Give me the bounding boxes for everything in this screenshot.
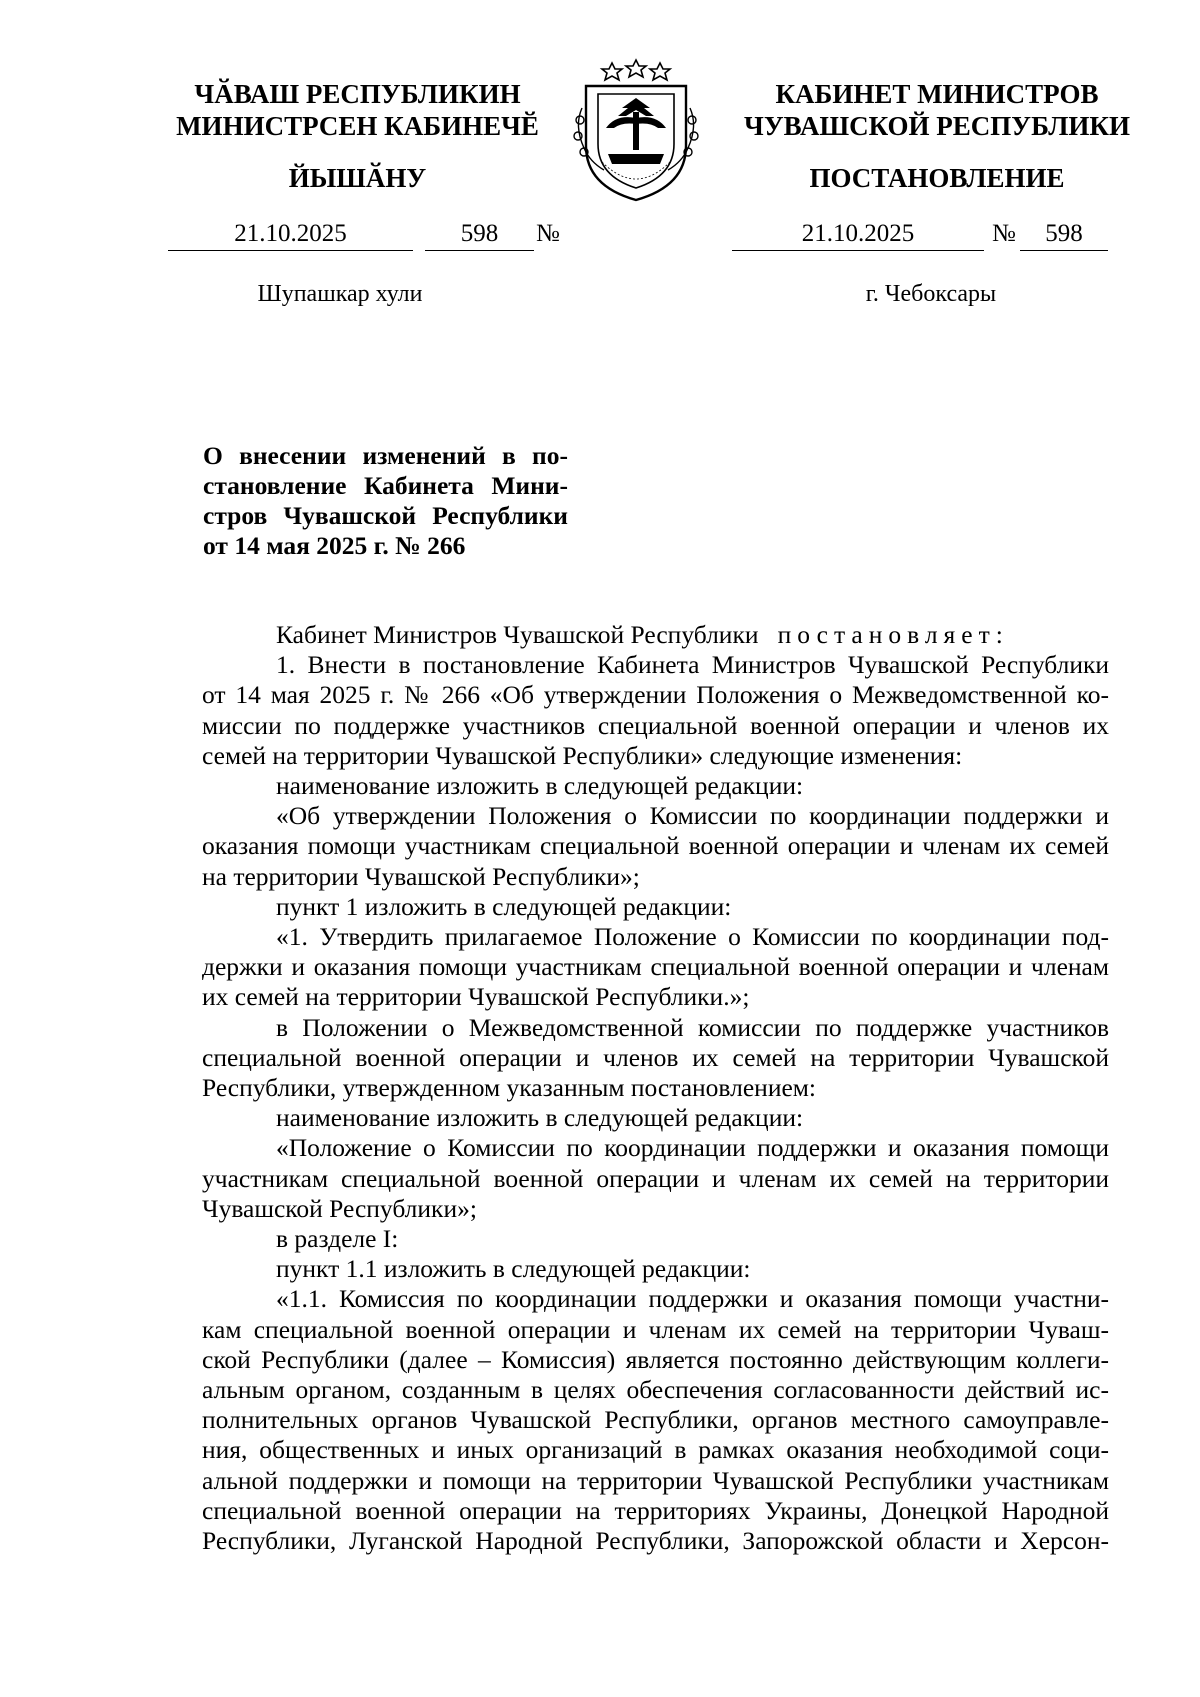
- left-org-line1: ЧӐВАШ РЕСПУБЛИКИН: [194, 79, 521, 109]
- intro-verb: постановляет:: [777, 620, 1009, 649]
- body-line: Чувашской Республики»;: [202, 1193, 477, 1223]
- subject-line: стров Чувашской Республики: [203, 501, 568, 530]
- body-line: «1. Утвердить прилагаемое Положение о Комиссии по координации под-: [276, 922, 1109, 952]
- right-number-sign: №: [992, 220, 1016, 247]
- body-line: ской Республики (далее – Комиссия) является постоянно действующим коллеги-: [202, 1344, 1109, 1374]
- right-org-name: [727, 78, 1147, 142]
- body-line: кам специальной военной операции и членам их семей на территории Чуваш-: [202, 1314, 1109, 1344]
- body-line: наименование изложить в следующей редакции:: [276, 771, 804, 801]
- left-org-name: [160, 78, 555, 142]
- document-subject: [203, 441, 568, 561]
- body-intro: [202, 620, 1109, 650]
- body-line: «Положение о Комиссии по координации поддержки и оказания помощи: [276, 1133, 1109, 1163]
- body-line: участникам специальной военной операции и членам их семей на территории: [202, 1163, 1109, 1193]
- body-line: миссии по поддержке участников специальной военной операции и членов их: [202, 710, 1109, 740]
- body-line: специальной военной операции и членов их семей на территории Чувашской: [202, 1042, 1109, 1072]
- body-line: полнительных органов Чувашской Республики, органов местного самоуправле-: [202, 1405, 1109, 1435]
- body-line: «1.1. Комиссия по координации поддержки и оказания помощи участни-: [276, 1284, 1109, 1314]
- body-line: «Об утверждении Положения о Комиссии по координации поддержки и: [276, 801, 1109, 831]
- right-org-line1: КАБИНЕТ МИНИСТРОВ: [775, 79, 1099, 109]
- subject-line: О внесении изменений в по-: [203, 441, 568, 470]
- subject-line: от 14 мая 2025 г. № 266: [203, 531, 466, 560]
- body-line: оказания помощи участникам специальной военной операции и членам их семей: [202, 831, 1109, 861]
- body-line: семей на территории Чувашской Республики» следующие изменения:: [202, 740, 963, 770]
- right-doc-type: ПОСТАНОВЛЕНИЕ: [809, 163, 1065, 193]
- body-line: в разделе I:: [276, 1224, 399, 1254]
- document-body: [202, 620, 1109, 1556]
- chuvash-coat-of-arms-icon: [562, 58, 710, 204]
- body-line: пункт 1 изложить в следующей редакции:: [276, 891, 732, 921]
- body-line: 1. Внести в постановление Кабинета Министров Чувашской Республики: [276, 650, 1109, 680]
- body-line: от 14 мая 2025 г. № 266 «Об утверждении Положения о Межведомственной ко-: [202, 680, 1109, 710]
- body-line: их семей на территории Чувашской Республики.»;: [202, 982, 750, 1012]
- body-line: альной поддержки и помощи на территории Чувашской Республики участникам: [202, 1465, 1109, 1495]
- left-number-sign: №: [536, 220, 560, 247]
- left-date-field: 21.10.2025: [168, 220, 413, 251]
- body-line: на территории Чувашской Республики»;: [202, 861, 640, 891]
- body-line: пункт 1.1 изложить в следующей редакции:: [276, 1254, 751, 1284]
- body-line: альным органом, созданным в целях обеспечения согласованности действий ис-: [202, 1375, 1109, 1405]
- left-place: Шупашкар хули: [257, 281, 423, 307]
- right-place: г. Чебоксары: [865, 281, 997, 307]
- body-line: в Положении о Межведомственной комиссии по поддержке участников: [276, 1012, 1109, 1042]
- right-date-field: 21.10.2025: [732, 220, 984, 251]
- body-line: Республики, утвержденном указанным постановлением:: [202, 1073, 817, 1103]
- body-line: Республики, Луганской Народной Республики, Запорожской области и Херсон-: [202, 1526, 1109, 1556]
- left-doc-type: ЙЫШӐНУ: [288, 163, 427, 193]
- body-line: ния, общественных и иных организаций в рамках оказания необходимой соци-: [202, 1435, 1109, 1465]
- left-org-line2: МИНИСТРСЕН КАБИНЕЧӖ: [176, 111, 539, 141]
- body-line: специальной военной операции на территориях Украины, Донецкой Народной: [202, 1495, 1109, 1525]
- left-number-field: 598: [425, 220, 534, 251]
- body-line: держки и оказания помощи участникам специальной военной операции и членам: [202, 952, 1109, 982]
- right-number-field: 598: [1020, 220, 1108, 251]
- body-line: наименование изложить в следующей редакции:: [276, 1103, 804, 1133]
- right-org-line2: ЧУВАШСКОЙ РЕСПУБЛИКИ: [744, 111, 1130, 141]
- subject-line: становление Кабинета Мини-: [203, 471, 568, 500]
- intro-text: Кабинет Министров Чувашской Республики: [276, 620, 759, 649]
